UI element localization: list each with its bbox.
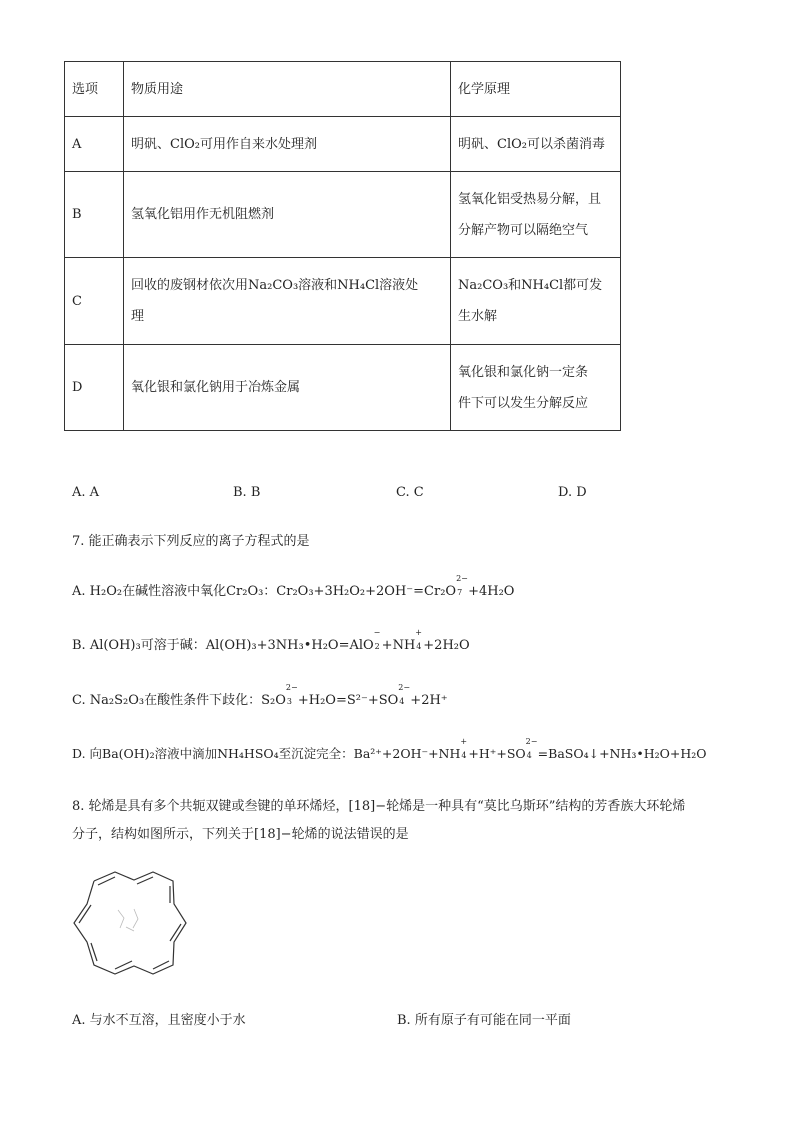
eq-text: +4H₂O xyxy=(468,584,515,599)
q8-option-b[interactable]: B. 所有原子有可能在同一平面 xyxy=(397,1013,571,1028)
row-use: 氧化银和氯化钠用于冶炼金属 xyxy=(124,345,451,431)
header-use: 物质用途 xyxy=(124,62,451,117)
table-header-row xyxy=(65,62,621,117)
q7-option-b[interactable] xyxy=(72,628,470,653)
charge-sup: 2− xyxy=(398,683,411,692)
row-principle xyxy=(451,172,621,258)
table-row xyxy=(65,117,621,172)
use-line: 理 xyxy=(131,309,145,324)
q8-stem-line1: 8. 轮烯是具有多个共轭双键或叁键的单环烯烃，[18]−轮烯是一种具有“莫比乌斯环”结构的芳香族大环轮烯 xyxy=(72,799,686,814)
charge-sup: 2− xyxy=(456,574,468,583)
q7-option-a[interactable] xyxy=(72,574,515,599)
ring-bonds xyxy=(74,872,186,974)
ion-charge xyxy=(460,737,468,760)
principle-line: 氧化银和氯化钠一定条 xyxy=(458,364,589,380)
row-label: C xyxy=(65,258,124,345)
eq-text: +NH xyxy=(381,638,416,653)
charge-sup: 2− xyxy=(285,683,298,692)
count-sub: 4 xyxy=(416,642,422,651)
row-use xyxy=(124,258,451,345)
annulene-structure-diagram xyxy=(68,865,192,981)
row-label: D xyxy=(65,345,124,431)
principle-line: 件下可以发生分解反应 xyxy=(458,395,589,411)
use-line: 回收的废钢材依次用Na₂CO₃溶液和NH₄Cl溶液处 xyxy=(131,278,419,293)
count-sub: 4 xyxy=(461,751,467,760)
eq-text: +H⁺+SO xyxy=(468,746,526,761)
count-sub: 2 xyxy=(374,642,380,651)
charge-sup: + xyxy=(415,628,422,637)
ion-charge xyxy=(398,683,411,706)
table-row xyxy=(65,172,621,258)
principle-line: Na₂CO₃和NH₄Cl都可发 xyxy=(458,278,603,293)
ion-charge xyxy=(285,683,298,706)
principle-line: 生水解 xyxy=(458,309,498,324)
table-row xyxy=(65,258,621,345)
charge-sup: − xyxy=(373,628,381,637)
ion-charge xyxy=(525,737,538,760)
eq-text: =BaSO₄↓+NH₃•H₂O+H₂O xyxy=(537,746,707,761)
q8-stem-line2: 分子，结构如图所示，下列关于[18]−轮烯的说法错误的是 xyxy=(72,827,409,842)
ion-charge xyxy=(456,574,468,597)
eq-text: C. Na₂S₂O₃在酸性条件下歧化：S₂O xyxy=(72,693,286,708)
double-bonds xyxy=(79,877,181,969)
principle-line: 分解产物可以隔绝空气 xyxy=(458,222,589,238)
eq-text: +2H⁺ xyxy=(410,693,448,708)
row-use: 氢氧化铝用作无机阻燃剂 xyxy=(124,172,451,258)
row-label: A xyxy=(65,117,124,172)
ion-charge xyxy=(373,628,382,651)
row-use: 明矾、ClO₂可用作自来水处理剂 xyxy=(124,117,451,172)
q6-option-a[interactable]: A. A xyxy=(72,485,100,500)
header-option: 选项 xyxy=(65,62,124,117)
count-sub: 7 xyxy=(457,588,463,597)
header-principle: 化学原理 xyxy=(451,62,621,117)
eq-text: +2H₂O xyxy=(423,638,470,653)
eq-text: +H₂O=S²⁻+SO xyxy=(297,693,399,708)
row-principle xyxy=(451,258,621,345)
row-principle: 明矾、ClO₂可以杀菌消毒 xyxy=(451,117,621,172)
ion-charge xyxy=(415,628,423,651)
q7-option-c[interactable] xyxy=(72,683,448,708)
eq-text: B. Al(OH)₃可溶于碱：Al(OH)₃+3NH₃•H₂O=AlO xyxy=(72,638,374,653)
q6-option-b[interactable]: B. B xyxy=(233,485,261,500)
q6-option-d[interactable]: D. D xyxy=(558,485,587,500)
eq-text: D. 向Ba(OH)₂溶液中滴加NH₄HSO₄至沉淀完全：Ba²⁺+2OH⁻+NH xyxy=(72,746,461,761)
count-sub: 3 xyxy=(286,697,292,706)
row-label: B xyxy=(65,172,124,258)
inner-hydrogens xyxy=(118,909,138,931)
q7-stem: 7. 能正确表示下列反应的离子方程式的是 xyxy=(72,534,310,549)
count-sub: 4 xyxy=(399,697,405,706)
q7-option-d[interactable] xyxy=(72,737,707,762)
eq-text: A. H₂O₂在碱性溶液中氧化Cr₂O₃：Cr₂O₃+3H₂O₂+2OH⁻=Cr₂O xyxy=(72,584,457,599)
count-sub: 4 xyxy=(526,751,532,760)
row-principle xyxy=(451,345,621,431)
charge-sup: + xyxy=(460,737,468,746)
principle-line: 氢氧化铝受热易分解，且 xyxy=(458,191,602,207)
q8-option-a[interactable]: A. 与水不互溶，且密度小于水 xyxy=(72,1013,246,1028)
q6-option-c[interactable]: C. C xyxy=(396,485,424,500)
charge-sup: 2− xyxy=(525,737,538,746)
q6-table xyxy=(64,61,621,431)
table-row xyxy=(65,345,621,431)
